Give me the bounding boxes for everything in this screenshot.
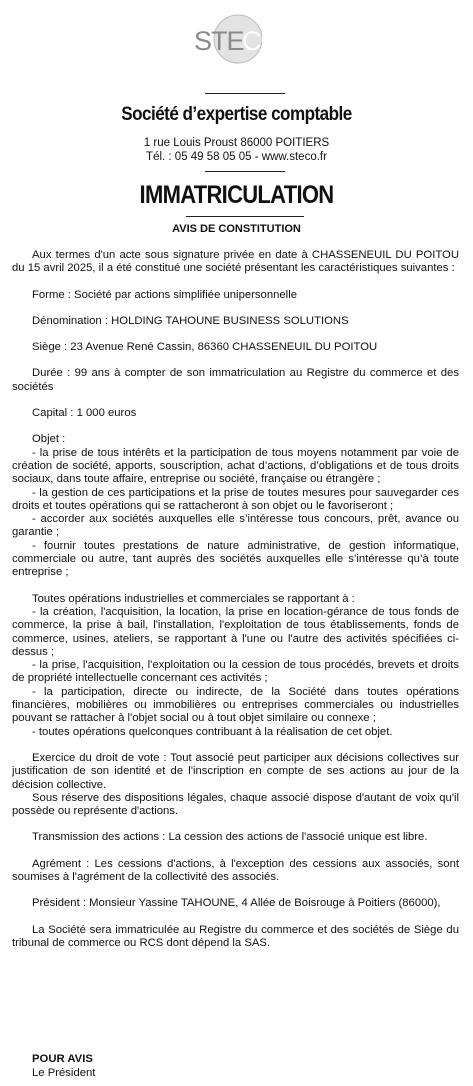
duree-line: Durée : 99 ans à compter de son immatriculation au Registre du commerce et des sociétés	[12, 367, 459, 393]
company-contact: Tél. : 05 49 58 05 05 - www.steco.fr	[146, 151, 327, 163]
objet-label: Objet :	[32, 433, 66, 446]
immatriculation-paragraph: La Société sera immatriculée au Registre du commerce et des sociétés de Siège du tribunal de commerce ou RCS dont dépend la SAS.	[12, 923, 459, 949]
operations-item: - toutes opérations quelconques contribuant à la réalisation de cet objet.	[32, 725, 393, 738]
logo-text-left: STE	[194, 26, 244, 56]
vote-paragraph-2: Sous réserve des dispositions légales, chaque associé dispose d'autant de voix qu'il possède ou représente d'actions.	[12, 791, 459, 818]
objet-item: - la prise de tous intérêts et la participation de tous moyens notamment par voie de création de société, apports, souscription, achat d’actions, d’obligations et de tous droits sociaux, dans toute affaire, entreprise ou société, française ou étrangère ;	[12, 446, 459, 486]
signature-block	[32, 1052, 95, 1080]
notice-subtitle: AVIS DE CONSTITUTION	[172, 223, 301, 235]
company-name: Société d’expertise comptable	[121, 104, 352, 125]
president-line: Président : Monsieur Yassine TAHOUNE, 4 Allée de Boisrouge à Poitiers (86000),	[32, 897, 441, 910]
operations-item: - la prise, l'acquisition, l'exploitation ou la cession de tous procédés, brevets et droits de propriété intellectuelle concernant ces activités ;	[12, 659, 459, 685]
vote-paragraph: Exercice du droit de vote : Tout associé peut participer aux décisions collectives sur justification de son identité et de l'inscription en compte de ses actions au jour de la décision collective.	[12, 751, 459, 791]
contact-divider	[205, 171, 285, 172]
intro-paragraph: Aux termes d'un acte sous signature privée en date à CHASSENEUIL DU POITOU du 15 avril 2025, il a été constitué une société présentant les caractéristiques suivantes :	[12, 249, 459, 275]
company-address: 1 rue Louis Proust 86000 POITIERS	[143, 137, 330, 149]
forme-line: Forme : Société par actions simplifiée unipersonnelle	[32, 288, 297, 301]
operations-item: - la participation, directe ou indirecte, de la Société dans toutes opérations financières, mobilières ou immobilières ou entreprises commerciales ou industrielles pouvant se rattacher à l'objet social ou à tout objet similaire ou connexe ;	[12, 685, 459, 725]
operations-label: Toutes opérations industrielles et commerciales se rapportant à :	[32, 592, 355, 605]
objet-item: - accorder aux sociétés auxquelles elle s’intéresse tous concours, prêt, avance ou garantie ;	[12, 513, 459, 539]
logo-text-right: CO	[242, 26, 281, 56]
objet-item: - fournir toutes prestations de nature administrative, de gestion informatique, commerciale ou autre, tant auprès des sociétés auxquelles elle s’intéresse qu’à toute entreprise ;	[12, 539, 459, 579]
objet-item: - la gestion de ces participations et la prise de toutes mesures pour sauvegarder ces droits et toutes opérations qui se rattacheront à son objet ou le favoriseront ;	[12, 486, 459, 512]
pour-avis: POUR AVIS	[32, 1053, 93, 1065]
siege-line: Siège : 23 Avenue René Cassin, 86360 CHASSENEUIL DU POITOU	[32, 341, 378, 354]
capital-line: Capital : 1 000 euros	[32, 407, 137, 420]
title-divider	[186, 216, 304, 217]
notice-body	[12, 249, 459, 950]
signatory: Le Président	[32, 1067, 96, 1079]
steco-logo	[180, 12, 292, 66]
logo-divider	[205, 93, 285, 94]
operations-item: - la création, l'acquisition, la location, la prise en location-gérance de tous fonds de commerce, la prise à bail, l'installation, l'exploitation de tous établissements, fonds de commerce, usines, ateliers, se rapportant à l'une ou l'autre des activités spécifiées ci-dessus ;	[12, 605, 459, 658]
agrement-paragraph: Agrément : Les cessions d'actions, à l'exception des cessions aux associés, sont soumises à l'agrément de la collectivité des associés.	[12, 857, 459, 883]
notice-title: IMMATRICULATION	[139, 181, 334, 209]
transmission-line: Transmission des actions : La cession des actions de l'associé unique est libre.	[32, 831, 428, 844]
denomination-line: Dénomination : HOLDING TAHOUNE BUSINESS SOLUTIONS	[32, 314, 349, 327]
